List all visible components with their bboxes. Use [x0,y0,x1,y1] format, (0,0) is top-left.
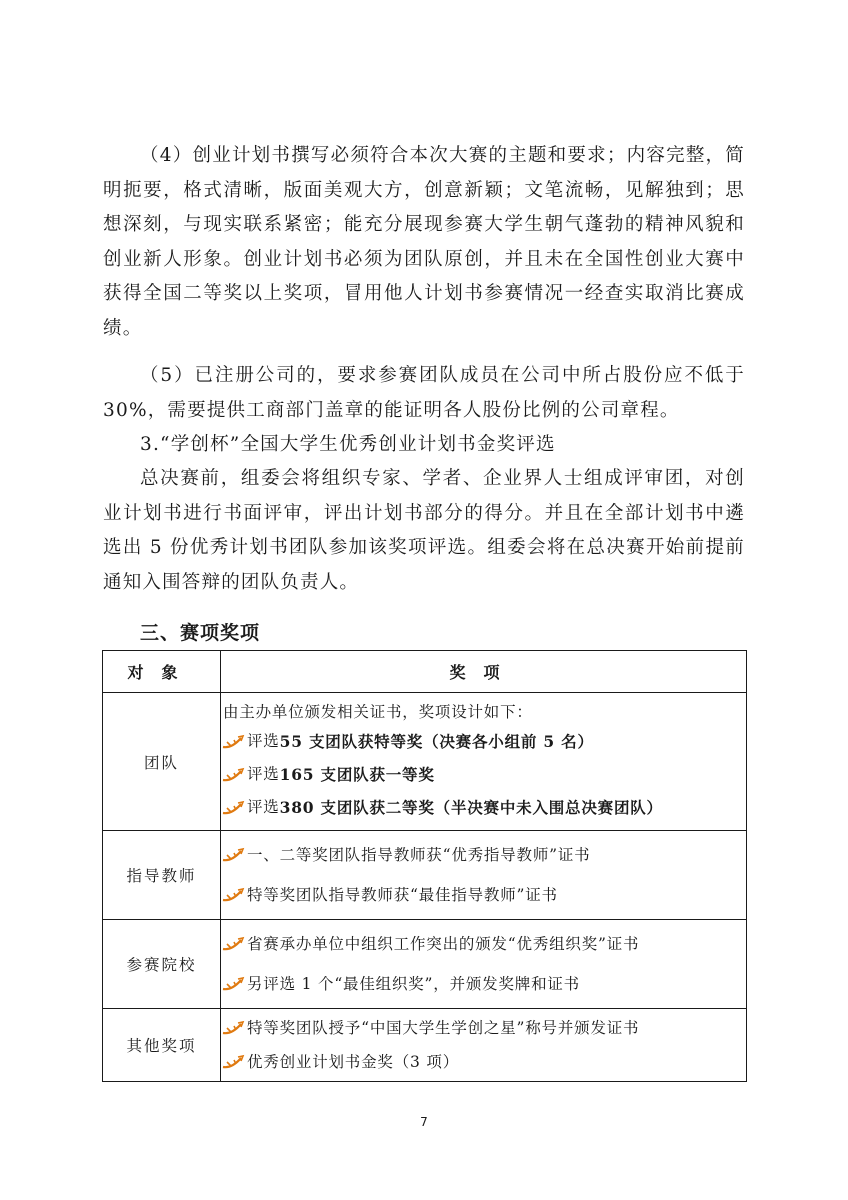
list-item [221,791,746,824]
table-row-other [103,1009,747,1082]
row-award-other [221,1009,747,1082]
item-3-heading: 3.“学创杯”全国大学生优秀创业计划书金奖评选 [140,434,556,455]
item-text: 特等奖团队授予“中国大学生学创之星”称号并颁发证书 [247,1018,640,1037]
table-row-advisor [103,831,747,920]
row-object-school: 参赛院校 [103,920,221,1009]
orange-swoosh-arrow-icon [221,799,247,817]
list-item [221,1011,746,1045]
item-text: 省赛承办单位中组织工作突出的颁发“优秀组织奖”证书 [247,934,640,953]
paragraph-4: （4）创业计划书撰写必须符合本次大赛的主题和要求；内容完整，简明扼要，格式清晰，版面美观大方，创意新颖；文笔流畅，见解独到；思想深刻，与现实联系紧密；能充分展现参赛大学生朝气蓬勃的精神风貌和创业新人形象。创业计划书必须为团队原创，并且未在全国性创业大赛中获得全国二等奖以上奖项，冒用他人计划书参赛情况一经查实取消比赛成绩。 [103,145,745,339]
orange-swoosh-arrow-icon [221,733,247,751]
table-header-row [103,651,747,693]
list-item [221,1045,746,1079]
row-object-other: 其他奖项 [103,1009,221,1082]
row-award-school [221,920,747,1009]
item-prefix: 评选 [247,798,280,816]
orange-swoosh-arrow-icon [221,975,247,993]
award-table [102,650,747,1082]
row-award-advisor [221,831,747,920]
list-item [221,964,746,1004]
row-object-advisor: 指导教师 [103,831,221,920]
item-text: 另评选 1 个“最佳组织奖”，并颁发奖牌和证书 [247,974,580,993]
item-text: 优秀创业计划书金奖（3 项） [247,1052,459,1071]
section-title: 三、赛项奖项 [140,622,261,644]
list-item [221,835,746,875]
row-award-team [221,693,747,831]
row-object-team: 团队 [103,693,221,831]
item-text: 一、二等奖团队指导教师获“优秀指导教师”证书 [247,845,591,864]
header-award: 奖项 [221,651,747,693]
item-bold: 165 支团队获一等奖 [279,765,435,784]
paragraph-final-review: 总决赛前，组委会将组织专家、学者、企业界人士组成评审团，对创业计划书进行书面评审，评出计划书部分的得分。并且在全部计划书中遴选出 5 份优秀计划书团队参加该奖项评选。组委会将在总决赛开始前提前通知入围答辩的团队负责人。 [103,468,745,593]
orange-swoosh-arrow-icon [221,1019,247,1037]
page-number: 7 [420,1115,428,1129]
team-intro: 由主办单位颁发相关证书，奖项设计如下： [223,703,533,721]
item-prefix: 评选 [247,732,280,750]
list-item [221,725,746,758]
list-item [221,924,746,964]
table-row-team [103,693,747,831]
orange-swoosh-arrow-icon [221,886,247,904]
item-bold: 380 支团队获二等奖（半决赛中未入围总决赛团队） [279,798,663,817]
item-prefix: 评选 [247,765,280,783]
item-text: 特等奖团队指导教师获“最佳指导教师”证书 [247,885,558,904]
list-item [221,758,746,791]
orange-swoosh-arrow-icon [221,935,247,953]
orange-swoosh-arrow-icon [221,846,247,864]
list-item [221,875,746,915]
table-row-school [103,920,747,1009]
orange-swoosh-arrow-icon [221,766,247,784]
item-bold: 55 支团队获特等奖（决赛各小组前 5 名） [279,732,594,751]
header-object: 对象 [103,651,221,693]
paragraph-5: （5）已注册公司的，要求参赛团队成员在公司中所占股份应不低于30%，需要提供工商部门盖章的能证明各人股份比例的公司章程。 [103,365,745,421]
orange-swoosh-arrow-icon [221,1053,247,1071]
